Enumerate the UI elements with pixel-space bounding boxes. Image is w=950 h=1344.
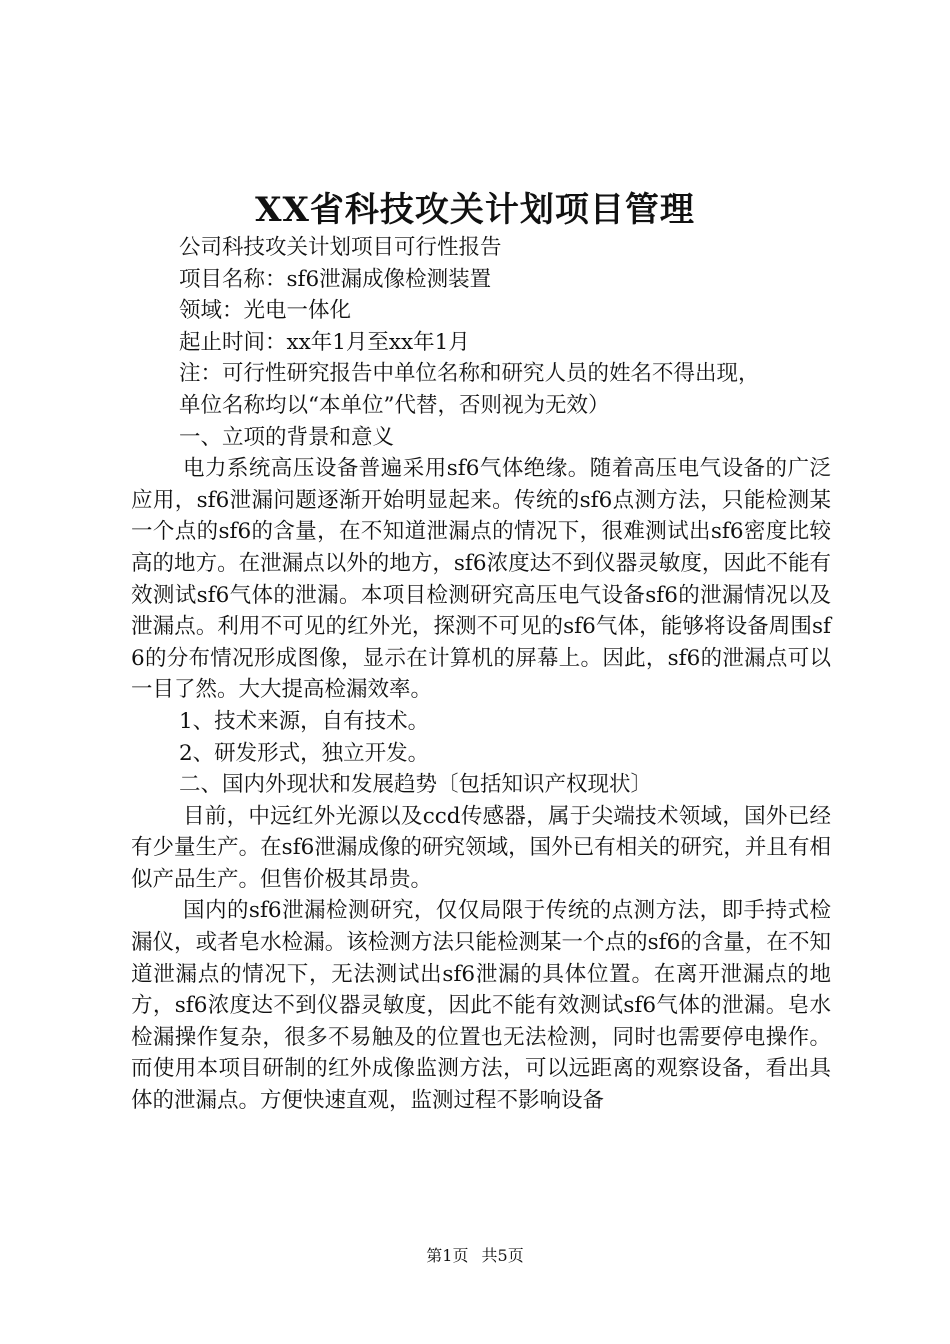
paragraph: 项目名称：sf6泄漏成像检测装置 [179, 266, 492, 292]
paragraph: 领域：光电一体化 [179, 298, 352, 324]
list-item: 2、研发形式，独立开发。 [179, 740, 430, 766]
document-body [131, 232, 831, 1117]
document-title: XX省科技攻关计划项目管理 [255, 190, 695, 230]
paragraph: 注：可行性研究报告中单位名称和研究人员的姓名不得出现， [179, 361, 760, 387]
page-number: 第1页 [426, 1246, 469, 1265]
section-heading: 一、立项的背景和意义 [179, 424, 395, 450]
paragraph: 公司科技攻关计划项目可行性报告 [179, 235, 502, 260]
paragraph: 国内的sf6泄漏检测研究，仅仅局限于传统的点测方法，即手持式检漏仪，或者皂水检漏。该检测方法只能检测某一个点的sf6的含量，在不知道泄漏点的情况下，无法测试出sf6泄漏的具体位置。在离开泄漏点的地方，sf6浓度达不到仪器灵敏度，因此不能有效测试sf6气体的泄漏。皂水检漏操作复杂，很多不易触及的位置也无法检测，同时也需要停电操作。而使用本项目研制的红外成像监测方法，可以远距离的观察设备，看出具体的泄漏点。方便快速直观，监测过程不影响设备 [131, 898, 831, 1114]
paragraph: 起止时间：xx年1月至xx年1月 [179, 329, 470, 355]
section-heading: 二、国内外现状和发展趋势〔包括知识产权现状〕 [179, 772, 653, 798]
page-footer [0, 1244, 950, 1268]
page-total: 共5页 [481, 1246, 524, 1265]
paragraph: 目前，中远红外光源以及ccd传感器，属于尖端技术领域，国外已经有少量生产。在sf6泄漏成像的研究领域，国外已有相关的研究，并且有相似产品生产。但售价极其昂贵。 [131, 803, 831, 892]
list-item: 1、技术来源，自有技术。 [179, 708, 430, 734]
paragraph: 电力系统高压设备普遍采用sf6气体绝缘。随着高压电气设备的广泛应用，sf6泄漏问题逐渐开始明显起来。传统的sf6点测方法，只能检测某一个点的sf6的含量，在不知道泄漏点的情况下，很难测试出sf6密度比较高的地方。在泄漏点以外的地方，sf6浓度达不到仪器灵敏度，因此不能有效测试sf6气体的泄漏。本项目检测研究高压电气设备sf6的泄漏情况以及泄漏点。利用不可见的红外光，探测不可见的sf6气体，能够将设备周围sf6的分布情况形成图像，显示在计算机的屏幕上。因此，sf6的泄漏点可以一目了然。大大提高检漏效率。 [131, 456, 831, 703]
paragraph: 单位名称均以“本单位”代替，否则视为无效） [179, 392, 610, 418]
